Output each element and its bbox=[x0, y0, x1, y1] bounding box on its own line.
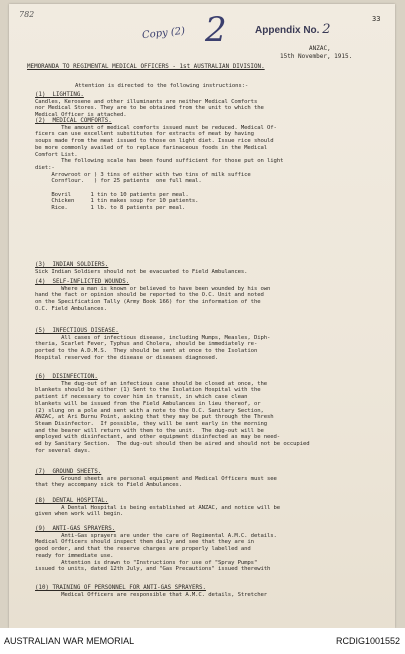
section-text-line: ficers can use excellent substitutes for extracts of meat by having bbox=[35, 131, 254, 138]
section-heading: (2) MEDICAL COMFORTS. bbox=[35, 118, 112, 124]
section-text-line: diet:- bbox=[35, 164, 55, 171]
footer-catalog-id: RCDIG1001552 bbox=[335, 636, 400, 646]
section-text-line: Medical Officers should inspect them daily and see that they are in bbox=[35, 539, 254, 546]
top-left-mark: 782 bbox=[19, 10, 35, 19]
section-text-line: The following scale has been found sufficient for those put on light bbox=[35, 158, 284, 165]
section-text-line: blankets will be issued from the Field Ambulances in lieu thereof, or bbox=[35, 400, 261, 407]
intro-line: Attention is directed to the following instructions:- bbox=[75, 83, 249, 89]
section-text-line: Where a man is known or believed to have been wounded by his own bbox=[35, 285, 271, 292]
section-text-line: Comfort List. bbox=[35, 151, 78, 158]
section-heading: (1) LIGHTING. bbox=[35, 92, 84, 98]
section-text-line: O.C. Field Ambulances. bbox=[35, 305, 107, 312]
section-text-line: blankets should be either (1) Sent to the Isolation Hospital with the bbox=[35, 387, 261, 394]
section-text-line: Steam Disinfector. If possible, they will be sent early in the morning bbox=[35, 420, 268, 427]
section-text-line: Hospital reserved for the disease or diseases diagnosed. bbox=[35, 354, 218, 361]
archive-footer bbox=[0, 628, 405, 654]
section-text-line: Cornflour. ) for 25 patients one full meal. bbox=[35, 178, 202, 185]
header-date: 15th November, 1915. bbox=[280, 53, 353, 60]
big-number-two: 2 bbox=[205, 10, 227, 50]
document-page bbox=[9, 4, 395, 628]
section-text-line: employed with disinfectant, and other equipment disinfected as may be need- bbox=[35, 434, 281, 441]
section-text-line: Sick Indian Soldiers should not be evacuated to Field Ambulances. bbox=[35, 268, 248, 275]
section-text-line: given when work will begin. bbox=[35, 511, 124, 518]
section-heading: (4) SELF-INFLICTED WOUNDS. bbox=[35, 279, 130, 285]
header-place: ANZAC, bbox=[309, 45, 331, 52]
section-text-line: Arrowroot or ) 3 tins of either with two tins of milk suffice bbox=[35, 171, 251, 178]
section-text-line: Candles, Kerosene and other illuminants are neither Medical Comforts bbox=[35, 98, 258, 105]
footer-institution: AUSTRALIAN WAR MEMORIAL bbox=[4, 636, 135, 646]
page-number: 33 bbox=[372, 15, 381, 23]
section-text-line: ready for immediate use. bbox=[35, 552, 114, 559]
section-text-line: be more commonly availed of to replace farinaceous foods in the Medical bbox=[35, 144, 268, 151]
section-text-line: for several days. bbox=[35, 447, 91, 454]
section-text-line: Medical Officers are responsible that A.M.C. details, Stretcher bbox=[35, 591, 268, 598]
appendix-label: Appendix No. 2 bbox=[255, 22, 331, 37]
section-text-line: Medical Officer is attached. bbox=[35, 112, 127, 119]
section-text-line: A Dental Hospital is being established at ANZAC, and notice will be bbox=[35, 504, 281, 511]
section-text-line: ed by Sanitary Section. The dug-out should then be aired and should not be occupied bbox=[35, 441, 310, 447]
section-text-line: ported to the A.D.M.S. They should be sent at once to the Isolation bbox=[35, 348, 258, 355]
section-heading: (6) DISINFECTION. bbox=[35, 374, 98, 380]
section-text-line: issued to units, dated 12th July, and "Gas Precautions" issued therewith bbox=[35, 566, 271, 573]
section-text-line: Ground sheets are personal equipment and Medical Officers must see bbox=[35, 475, 277, 482]
section-text-line: soups made from the meat issued to those on light diet. Issue rice should bbox=[35, 138, 274, 145]
section-heading: (3) INDIAN SOLDIERS. bbox=[35, 262, 109, 268]
copy-note: Copy (2) bbox=[141, 25, 186, 42]
section-text-line: Bovril 1 tin to 10 patients per meal. bbox=[35, 191, 189, 198]
section-heading: (10) TRAINING OF PERSONNEL FOR ANTI-GAS SPRAYERS. bbox=[35, 585, 207, 591]
section-text-line: on the Specification Tally (Army Book 166) for the information of the bbox=[35, 299, 261, 306]
section-text-line: nor Medical Stores. They are to be obtained from the unit to which the bbox=[35, 105, 264, 112]
section-text-line: and the bearer will return with them to the unit. The dug-out will be bbox=[35, 427, 264, 434]
section-text-line: hand the fact or opinion should be reported to the O.C. Unit and noted bbox=[35, 292, 264, 299]
section-text-line: Chicken 1 tin makes soup for 10 patients. bbox=[35, 198, 199, 205]
section-text-line: Rice. 1 lb. to 8 patients per meal. bbox=[35, 205, 186, 212]
section-text-line: that they accompany sick to Field Ambulances. bbox=[35, 482, 183, 489]
memo-title: MEMORANDA TO REGIMENTAL MEDICAL OFFICERS - 1st AUSTRALIAN DIVISION. bbox=[27, 64, 265, 70]
section-text-line: ANZAC, at Ari Burnu Point, asking that they may be put through the Thresh bbox=[35, 414, 274, 421]
section-text-line: Anti-Gas sprayers are under the care of Regimental A.M.C. details. bbox=[35, 532, 277, 539]
section-text-line: The amount of medical comforts issued must be reduced. Medical Of- bbox=[35, 124, 277, 131]
section-heading: (5) INFECTIOUS DISEASE. bbox=[35, 328, 119, 334]
section-text-line: Attention is drawn to "Instructions for use of "Spray Pumps" bbox=[35, 559, 258, 566]
section-text-line: theria, Scarlet Fever, Typhus and Cholera, should be immediately re- bbox=[35, 341, 258, 348]
section-heading: (7) GROUND SHEETS. bbox=[35, 469, 102, 475]
section-text-line: patient if necessary to cover him in transit, in which case clean bbox=[35, 394, 248, 401]
section-heading: (9) ANTI-GAS SPRAYERS. bbox=[35, 526, 116, 532]
section-text-line: The dug-out of an infectious case should be closed at once, the bbox=[35, 380, 268, 387]
section-text-line: (2) slung on a pole and sent with a note to the O.C. Sanitary Section, bbox=[35, 407, 264, 414]
section-text-line: good order, and that the reserve charges are properly labelled and bbox=[35, 546, 251, 553]
section-text-line: All cases of infectious disease, including Mumps, Measles, Diph- bbox=[35, 334, 271, 341]
section-heading: (8) DENTAL HOSPITAL. bbox=[35, 498, 109, 504]
